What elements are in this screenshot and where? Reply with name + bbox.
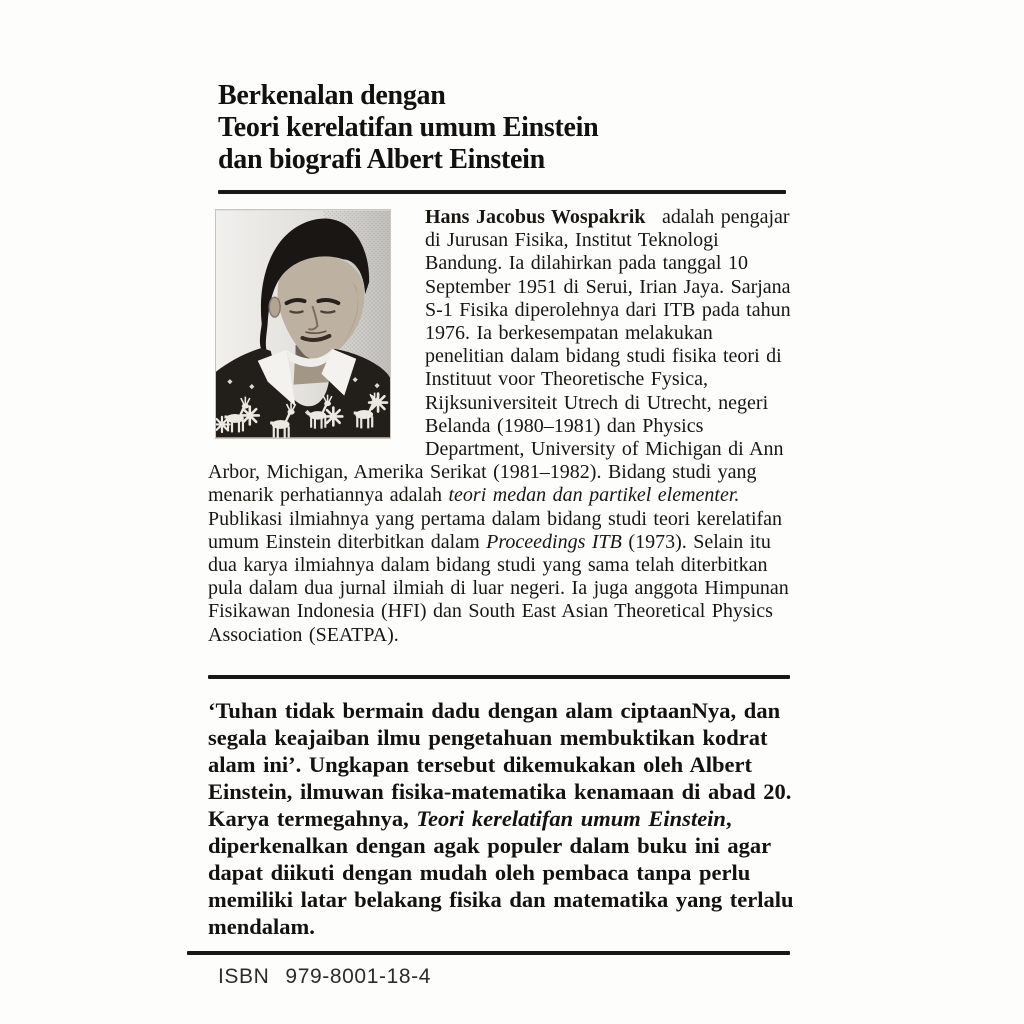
portrait-illustration <box>216 210 390 438</box>
text-segment: , diperkenalkan dengan agak populer dalam buku ini agar dapat diikuti dengan mudah oleh pembaca tanpa perlu memiliki latar belakang fisika dan matematika yang terlalu mendalam. <box>208 806 794 939</box>
isbn-value: 979-8001-18-4 <box>285 965 431 988</box>
text-segment: ‘Tuhan tidak bermain dadu dengan alam ciptaanNya, dan segala keajaiban ilmu pengetahuan membuktikan kodrat alam ini’. Ungkapan tersebut dikemukakan oleh Albert Einstein, ilmuwan fisika-matematika kenamaan di abad 20. Karya termegahnya, <box>208 698 792 831</box>
text-segment: Publikasi ilmiahnya yang pertama dalam bidang studi teori kerelatifan umum Einstein diterbitkan dalam <box>208 507 783 553</box>
title-line-1: Berkenalan dengan <box>218 80 446 111</box>
quote-paragraph <box>208 697 800 940</box>
divider-top <box>218 190 786 194</box>
page-title <box>218 80 818 176</box>
text-segment: Teori kerelatifan umum Einstein <box>416 806 726 831</box>
text-segment: (1973). Selain itu dua karya ilmiahnya dalam bidang studi yang sama telah diterbitkan pula dalam dua jurnal ilmiah di luar negeri. Ia juga anggota Himpunan Fisikawan Indonesia (HFI) dan South East Asian Theoretical Physics Association (SEATPA). <box>208 530 789 646</box>
divider-bottom <box>187 951 790 955</box>
text-segment: Hans Jacobus Wospakrik <box>425 206 646 228</box>
isbn-line <box>218 965 431 989</box>
title-line-3: dan biografi Albert Einstein <box>218 144 545 175</box>
divider-middle <box>208 675 790 679</box>
title-line-2: Teori kerelatifan umum Einstein <box>218 112 599 143</box>
author-bio-section <box>208 206 793 647</box>
author-photo <box>215 209 391 439</box>
isbn-label: ISBN <box>218 965 270 988</box>
text-segment: teori medan dan partikel elementer. <box>448 484 740 507</box>
text-segment: adalah pengajar di Jurusan Fisika, Institut Teknologi Bandung. Ia dilahirkan pada tanggal 10 September 1951 di Serui, Irian Jaya. Sarjana S-1 Fisika diperolehnya dari ITB pada tahun 1976. Ia berkesempatan melakukan penelitian dalam bidang studi fisika teori di Instituut voor Theoretische Fysica, Rijksuniversiteit Utrech di Utrecht, negeri Belanda (1980–1981) dan Physics Department, University of Michigan di Ann Arbor, Michigan, Amerika Serikat (1981–1982). Bidang studi yang menarik perhatiannya adalah <box>208 206 791 507</box>
text-segment: Proceedings ITB <box>486 530 622 553</box>
